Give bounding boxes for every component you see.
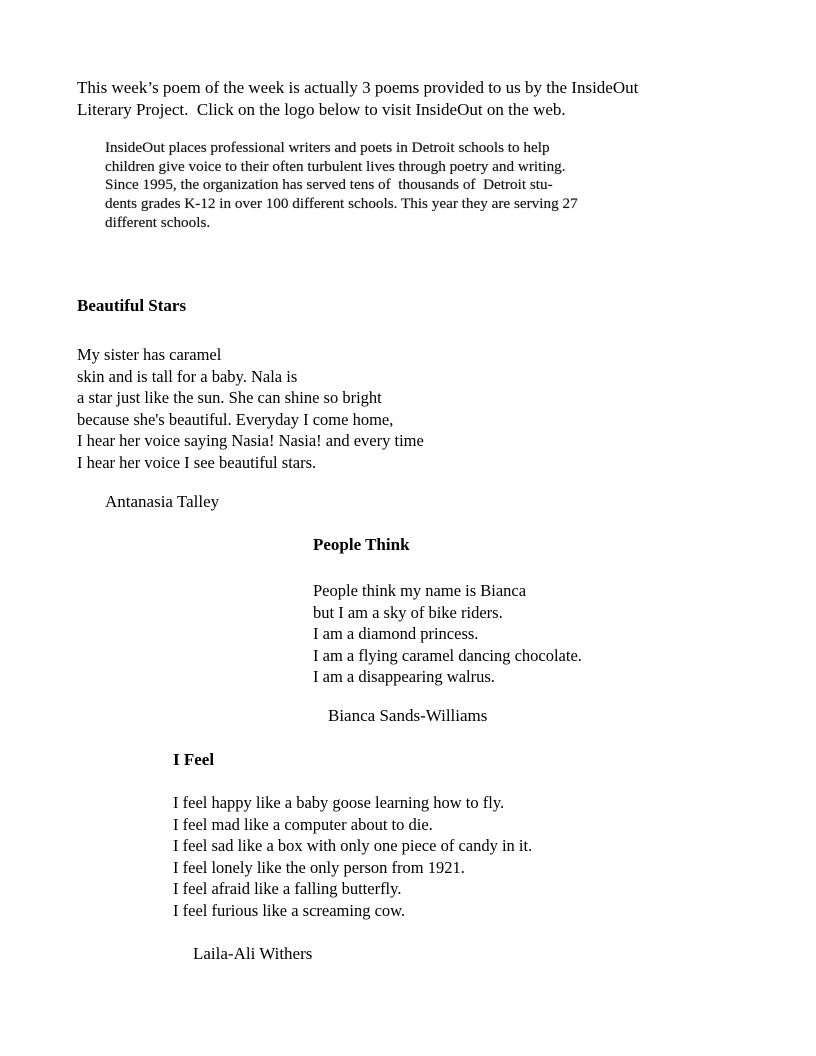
text-line: My sister has caramel <box>77 345 222 364</box>
text-line: I feel lonely like the only person from 1921. <box>173 857 465 877</box>
poem-author-beautiful-stars: Antanasia Talley <box>105 492 220 511</box>
poem-body-i-feel <box>173 792 532 921</box>
text-line: I feel furious like a screaming cow. <box>173 900 406 920</box>
insideout-description-image[interactable] <box>105 139 705 233</box>
text-line: I am a disappearing walrus. <box>313 667 495 686</box>
poem-body-people-think <box>313 580 582 688</box>
text-line: a star just like the sun. She can shine so bright <box>77 388 382 407</box>
poem-title-people-think: People Think <box>313 535 410 554</box>
intro-paragraph <box>77 77 732 121</box>
text-line: I feel sad like a box with only one piece of candy in it. <box>173 836 533 855</box>
text-line: dents grades K-12 in over 100 different schools. This year they are serving 27 <box>105 195 578 213</box>
poem-body-beautiful-stars <box>77 344 424 473</box>
text-line: Literary Project. Click on the logo below to visit InsideOut on the web. <box>77 100 566 119</box>
text-line: I feel happy like a baby goose learning how to fly. <box>173 793 505 812</box>
text-line: Since 1995, the organization has served tens of thousands of Detroit stu- <box>105 176 553 194</box>
text-line: I hear her voice saying Nasia! Nasia! and every time <box>77 431 424 450</box>
text-line: different schools. <box>105 213 211 231</box>
text-line: skin and is tall for a baby. Nala is <box>77 366 298 386</box>
text-line: I feel afraid like a falling butterfly. <box>173 879 402 898</box>
poem-title-i-feel: I Feel <box>173 750 215 769</box>
text-line: I hear her voice I see beautiful stars. <box>77 452 317 472</box>
poem-author-people-think: Bianca Sands-Williams <box>328 706 488 725</box>
text-line: People think my name is Bianca <box>313 581 527 600</box>
text-line: This week’s poem of the week is actually 3 poems provided to us by the InsideOut <box>77 78 639 97</box>
text-line: I am a diamond princess. <box>313 624 479 643</box>
text-line: but I am a sky of bike riders. <box>313 602 503 622</box>
text-line: InsideOut places professional writers and poets in Detroit schools to help <box>105 139 550 156</box>
poem-title-beautiful-stars: Beautiful Stars <box>77 296 187 315</box>
text-line: I feel mad like a computer about to die. <box>173 814 433 834</box>
text-line: because she's beautiful. Everyday I come home, <box>77 409 394 429</box>
text-line: children give voice to their often turbulent lives through poetry and writing. <box>105 157 566 175</box>
poem-author-i-feel: Laila-Ali Withers <box>193 944 313 963</box>
text-line: I am a flying caramel dancing chocolate. <box>313 645 582 665</box>
